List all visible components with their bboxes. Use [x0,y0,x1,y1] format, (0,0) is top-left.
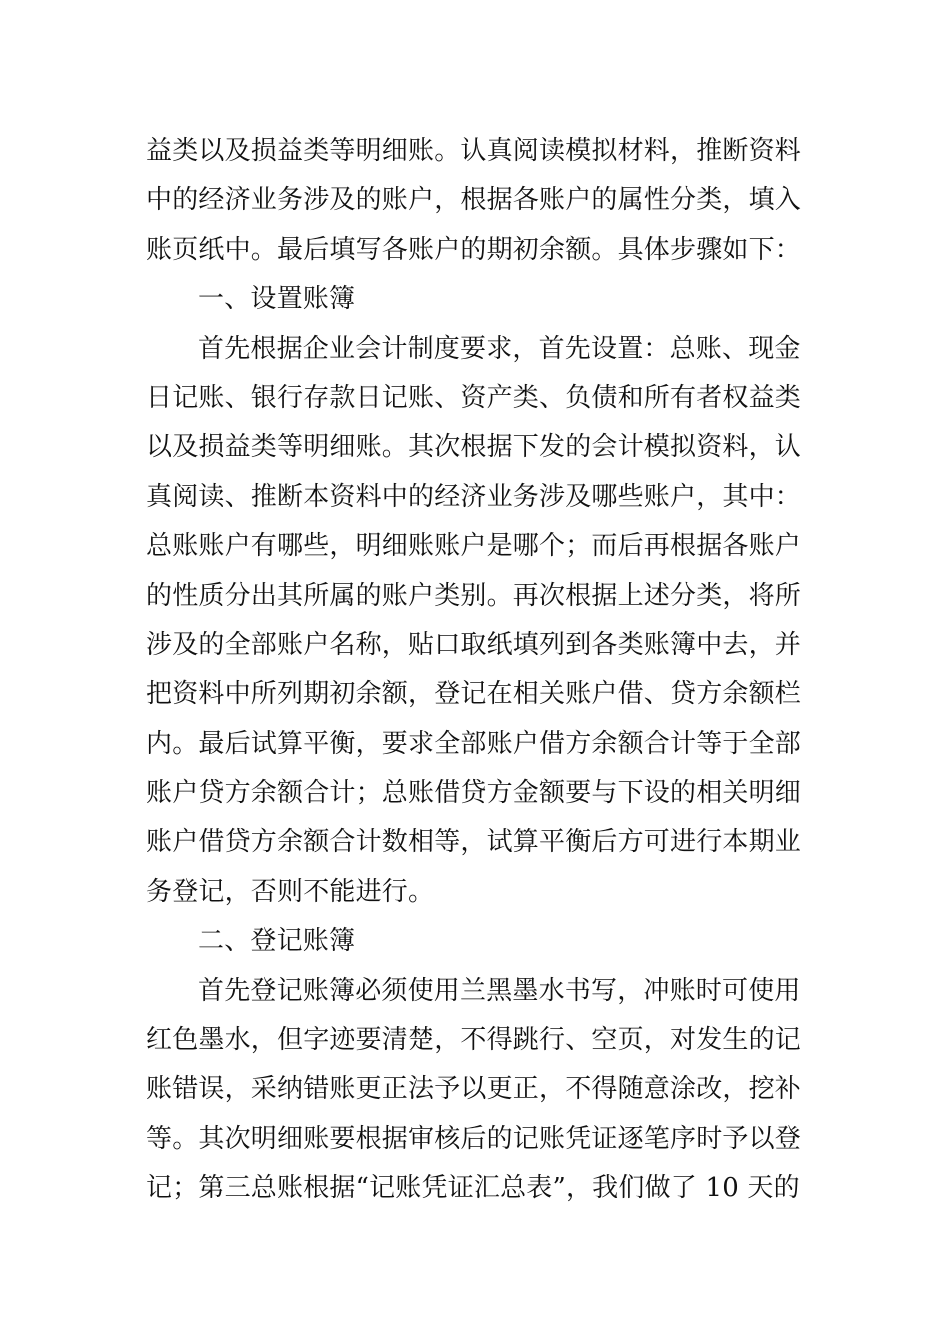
text-line: 益类以及损益类等明细账。认真阅读模拟材料，推断资料 [146,136,802,166]
text-line: 账页纸中。最后填写各账户的期初余额。具体步骤如下： [146,234,802,265]
text-line: 首先根据企业会计制度要求，首先设置：总账、现金 [198,333,801,364]
text-line: 总账账户有哪些，明细账账户是哪个；而后再根据各账户 [146,531,802,562]
text-line: 记；第三总账根据“记账凭证汇总表”，我们做了 10 天的 [146,1173,800,1204]
text-line: 中的经济业务涉及的账户，根据各账户的属性分类，填入 [146,185,802,216]
text-line: 等。其次明细账要根据审核后的记账凭证逐笔序时予以登 [146,1123,802,1154]
text-line: 务登记，否则不能进行。 [146,876,435,907]
text-line: 内。最后试算平衡，要求全部账户借方余额合计等于全部 [146,728,802,759]
section-heading-record-ledgers: 二、登记账簿 [198,926,356,957]
text-line: 涉及的全部账户名称，贴口取纸填列到各类账簿中去，并 [146,629,802,660]
text-line: 账户借贷方余额合计数相等，试算平衡后方可进行本期业 [146,827,802,858]
text-line: 账错误，采纳错账更正法予以更正，不得随意涂改，挖补 [146,1074,802,1105]
section-heading-setup-ledgers: 一、设置账簿 [198,284,356,315]
text-line: 真阅读、推断本资料中的经济业务涉及哪些账户，其中： [146,481,802,512]
text-line: 以及损益类等明细账。其次根据下发的会计模拟资料，认 [146,432,802,463]
text-line: 红色墨水，但字迹要清楚，不得跳行、空页，对发生的记 [146,1025,802,1056]
text-line: 的性质分出其所属的账户类别。再次根据上述分类，将所 [146,580,802,611]
text-line: 首先登记账簿必须使用兰黑墨水书写，冲账时可使用 [198,975,801,1006]
text-line: 日记账、银行存款日记账、资产类、负债和所有者权益类 [146,382,802,413]
text-line: 账户贷方余额合计；总账借贷方金额要与下设的相关明细 [146,778,802,809]
text-line: 把资料中所列期初余额，登记在相关账户借、贷方余额栏 [146,679,802,710]
body-text [146,127,808,1214]
